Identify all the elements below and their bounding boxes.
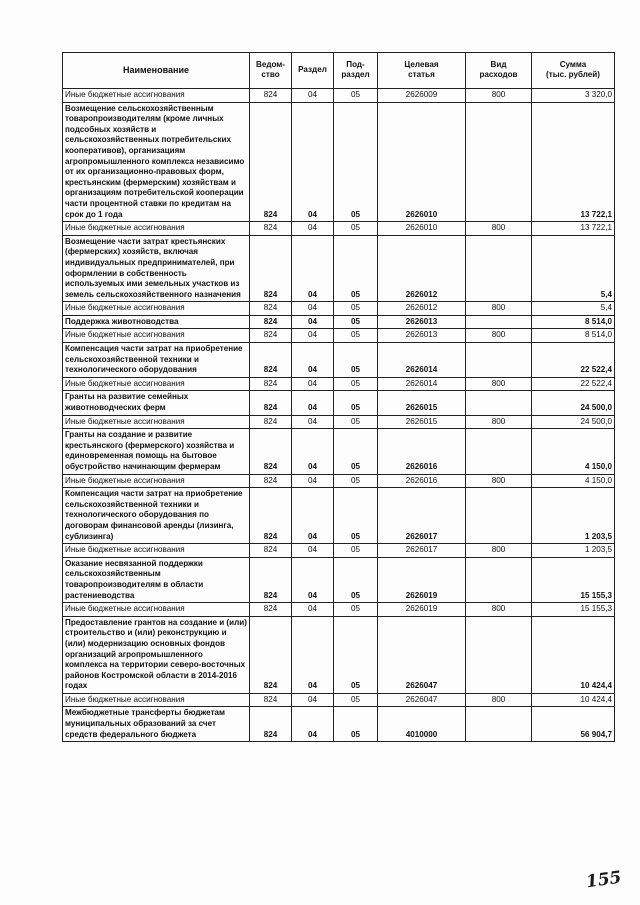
cell-target: 2626012 bbox=[378, 235, 466, 302]
cell-dept: 824 bbox=[250, 391, 292, 415]
table-row bbox=[63, 557, 615, 602]
cell-dept: 824 bbox=[250, 474, 292, 488]
cell-subsection: 05 bbox=[334, 102, 378, 222]
cell-target: 2626010 bbox=[378, 102, 466, 222]
cell-kind: 800 bbox=[466, 222, 532, 236]
cell-name: Возмещение части затрат крестьянских (фермерских) хозяйств, включая индивидуальных предпринимателей, при оформлении в собственность используемых ими земельных участков из земель сельскохозяйственного назначения bbox=[63, 235, 250, 302]
cell-sum: 56 904,7 bbox=[532, 707, 615, 742]
cell-target: 2626015 bbox=[378, 391, 466, 415]
cell-kind: 800 bbox=[466, 89, 532, 103]
cell-subsection: 05 bbox=[334, 557, 378, 602]
cell-kind: 800 bbox=[466, 474, 532, 488]
table-row bbox=[63, 488, 615, 544]
table-row bbox=[63, 343, 615, 378]
cell-dept: 824 bbox=[250, 102, 292, 222]
cell-name: Оказание несвязанной поддержки сельскохозяйственным товаропроизводителям в области растениеводства bbox=[63, 557, 250, 602]
cell-kind bbox=[466, 707, 532, 742]
cell-sum: 8 514,0 bbox=[532, 329, 615, 343]
cell-target: 2626012 bbox=[378, 302, 466, 316]
cell-name: Иные бюджетные ассигнования bbox=[63, 544, 250, 558]
cell-sum: 8 514,0 bbox=[532, 315, 615, 329]
cell-target: 2626017 bbox=[378, 544, 466, 558]
cell-section: 04 bbox=[292, 302, 334, 316]
cell-dept: 824 bbox=[250, 429, 292, 474]
cell-kind bbox=[466, 429, 532, 474]
cell-name: Иные бюджетные ассигнования bbox=[63, 474, 250, 488]
cell-target: 2626015 bbox=[378, 415, 466, 429]
cell-target: 4010000 bbox=[378, 707, 466, 742]
header-row bbox=[63, 53, 615, 89]
cell-dept: 824 bbox=[250, 377, 292, 391]
cell-target: 2626013 bbox=[378, 315, 466, 329]
cell-dept: 824 bbox=[250, 544, 292, 558]
cell-sum: 15 155,3 bbox=[532, 557, 615, 602]
table-row bbox=[63, 302, 615, 316]
cell-dept: 824 bbox=[250, 315, 292, 329]
cell-section: 04 bbox=[292, 488, 334, 544]
cell-sum: 24 500,0 bbox=[532, 391, 615, 415]
cell-target: 2626016 bbox=[378, 429, 466, 474]
cell-section: 04 bbox=[292, 315, 334, 329]
header-subsection: Под- раздел bbox=[334, 53, 378, 89]
cell-name: Иные бюджетные ассигнования bbox=[63, 329, 250, 343]
cell-name: Гранты на создание и развитие крестьянского (фермерского) хозяйства и единовременная помощь на бытовое обустройство начинающим фермерам bbox=[63, 429, 250, 474]
table-row bbox=[63, 603, 615, 617]
cell-sum: 4 150,0 bbox=[532, 429, 615, 474]
cell-dept: 824 bbox=[250, 235, 292, 302]
cell-subsection: 05 bbox=[334, 391, 378, 415]
cell-section: 04 bbox=[292, 329, 334, 343]
cell-subsection: 05 bbox=[334, 474, 378, 488]
cell-section: 04 bbox=[292, 429, 334, 474]
cell-sum: 1 203,5 bbox=[532, 544, 615, 558]
cell-subsection: 05 bbox=[334, 488, 378, 544]
cell-dept: 824 bbox=[250, 89, 292, 103]
cell-name: Иные бюджетные ассигнования bbox=[63, 89, 250, 103]
cell-dept: 824 bbox=[250, 707, 292, 742]
cell-subsection: 05 bbox=[334, 429, 378, 474]
cell-name: Иные бюджетные ассигнования bbox=[63, 377, 250, 391]
cell-sum: 3 320,0 bbox=[532, 89, 615, 103]
cell-subsection: 05 bbox=[334, 603, 378, 617]
budget-table bbox=[62, 52, 615, 742]
table-row bbox=[63, 415, 615, 429]
cell-dept: 824 bbox=[250, 222, 292, 236]
cell-section: 04 bbox=[292, 544, 334, 558]
cell-sum: 13 722,1 bbox=[532, 102, 615, 222]
cell-name: Поддержка животноводства bbox=[63, 315, 250, 329]
cell-section: 04 bbox=[292, 693, 334, 707]
cell-target: 2626047 bbox=[378, 693, 466, 707]
cell-kind: 800 bbox=[466, 377, 532, 391]
cell-sum: 22 522,4 bbox=[532, 377, 615, 391]
cell-kind bbox=[466, 235, 532, 302]
cell-kind bbox=[466, 488, 532, 544]
cell-subsection: 05 bbox=[334, 222, 378, 236]
cell-kind bbox=[466, 315, 532, 329]
cell-section: 04 bbox=[292, 377, 334, 391]
header-name: Наименование bbox=[63, 53, 250, 89]
cell-dept: 824 bbox=[250, 302, 292, 316]
cell-name: Иные бюджетные ассигнования bbox=[63, 302, 250, 316]
cell-sum: 10 424,4 bbox=[532, 616, 615, 693]
cell-sum: 4 150,0 bbox=[532, 474, 615, 488]
cell-sum: 1 203,5 bbox=[532, 488, 615, 544]
table-row bbox=[63, 89, 615, 103]
header-target: Целевая статья bbox=[378, 53, 466, 89]
cell-kind bbox=[466, 616, 532, 693]
cell-section: 04 bbox=[292, 343, 334, 378]
table-row bbox=[63, 222, 615, 236]
cell-dept: 824 bbox=[250, 616, 292, 693]
cell-subsection: 05 bbox=[334, 616, 378, 693]
table-row bbox=[63, 707, 615, 742]
cell-subsection: 05 bbox=[334, 343, 378, 378]
cell-section: 04 bbox=[292, 415, 334, 429]
page-number: 155 bbox=[584, 867, 623, 893]
cell-dept: 824 bbox=[250, 343, 292, 378]
table-row bbox=[63, 391, 615, 415]
cell-name: Иные бюджетные ассигнования bbox=[63, 415, 250, 429]
cell-kind: 800 bbox=[466, 329, 532, 343]
cell-name: Иные бюджетные ассигнования bbox=[63, 603, 250, 617]
cell-dept: 824 bbox=[250, 488, 292, 544]
cell-target: 2626019 bbox=[378, 603, 466, 617]
cell-kind: 800 bbox=[466, 693, 532, 707]
cell-target: 2626014 bbox=[378, 343, 466, 378]
cell-target: 2626013 bbox=[378, 329, 466, 343]
cell-section: 04 bbox=[292, 235, 334, 302]
cell-sum: 5,4 bbox=[532, 235, 615, 302]
cell-name: Предоставление грантов на создание и (или) строительство и (или) реконструкцию и (или) модернизацию основных фондов организаций агропромышленного комплекса на территории северо-восточных районов Костромской области в 2014-2016 годах bbox=[63, 616, 250, 693]
cell-kind: 800 bbox=[466, 544, 532, 558]
cell-kind: 800 bbox=[466, 603, 532, 617]
cell-sum: 13 722,1 bbox=[532, 222, 615, 236]
cell-target: 2626017 bbox=[378, 488, 466, 544]
cell-kind bbox=[466, 557, 532, 602]
cell-section: 04 bbox=[292, 391, 334, 415]
cell-target: 2626047 bbox=[378, 616, 466, 693]
cell-name: Межбюджетные трансферты бюджетам муниципальных образований за счет средств федерального бюджета bbox=[63, 707, 250, 742]
cell-subsection: 05 bbox=[334, 707, 378, 742]
cell-subsection: 05 bbox=[334, 89, 378, 103]
cell-section: 04 bbox=[292, 557, 334, 602]
table-row bbox=[63, 315, 615, 329]
cell-section: 04 bbox=[292, 707, 334, 742]
cell-section: 04 bbox=[292, 603, 334, 617]
table-row bbox=[63, 102, 615, 222]
cell-target: 2626010 bbox=[378, 222, 466, 236]
cell-dept: 824 bbox=[250, 557, 292, 602]
cell-sum: 22 522,4 bbox=[532, 343, 615, 378]
header-sum: Сумма (тыс. рублей) bbox=[532, 53, 615, 89]
cell-subsection: 05 bbox=[334, 693, 378, 707]
cell-section: 04 bbox=[292, 102, 334, 222]
cell-section: 04 bbox=[292, 222, 334, 236]
cell-subsection: 05 bbox=[334, 315, 378, 329]
cell-subsection: 05 bbox=[334, 235, 378, 302]
table-row bbox=[63, 544, 615, 558]
cell-dept: 824 bbox=[250, 693, 292, 707]
cell-subsection: 05 bbox=[334, 377, 378, 391]
cell-name: Возмещение сельскохозяйственным товаропроизводителям (кроме личных подсобных хозяйств и сельскохозяйственных потребительских кооперативов), организациям агропромышленного комплекса независимо от их организационно-правовых форм, крестьянским (фермерским) хозяйствам и организациям потребительской кооперации части процентной ставки по кредитам на срок до 1 года bbox=[63, 102, 250, 222]
cell-target: 2626009 bbox=[378, 89, 466, 103]
cell-name: Гранты на развитие семейных животноводческих ферм bbox=[63, 391, 250, 415]
header-section: Раздел bbox=[292, 53, 334, 89]
cell-subsection: 05 bbox=[334, 415, 378, 429]
cell-dept: 824 bbox=[250, 415, 292, 429]
header-kind: Вид расходов bbox=[466, 53, 532, 89]
table-row bbox=[63, 616, 615, 693]
cell-target: 2626019 bbox=[378, 557, 466, 602]
table-row bbox=[63, 377, 615, 391]
cell-sum: 5,4 bbox=[532, 302, 615, 316]
cell-subsection: 05 bbox=[334, 329, 378, 343]
cell-name: Компенсация части затрат на приобретение сельскохозяйственной техники и технологического оборудования bbox=[63, 343, 250, 378]
table-row bbox=[63, 329, 615, 343]
cell-target: 2626014 bbox=[378, 377, 466, 391]
cell-dept: 824 bbox=[250, 329, 292, 343]
cell-name: Иные бюджетные ассигнования bbox=[63, 693, 250, 707]
cell-dept: 824 bbox=[250, 603, 292, 617]
cell-name: Компенсация части затрат на приобретение сельскохозяйственной техники и технологического оборудования по договорам финансовой аренды (лизинга, сублизинга) bbox=[63, 488, 250, 544]
cell-sum: 10 424,4 bbox=[532, 693, 615, 707]
cell-subsection: 05 bbox=[334, 544, 378, 558]
table-row bbox=[63, 429, 615, 474]
cell-name: Иные бюджетные ассигнования bbox=[63, 222, 250, 236]
cell-section: 04 bbox=[292, 474, 334, 488]
cell-subsection: 05 bbox=[334, 302, 378, 316]
cell-kind: 800 bbox=[466, 415, 532, 429]
budget-table-body bbox=[63, 89, 615, 742]
cell-sum: 15 155,3 bbox=[532, 603, 615, 617]
cell-section: 04 bbox=[292, 89, 334, 103]
cell-kind bbox=[466, 343, 532, 378]
table-row bbox=[63, 474, 615, 488]
cell-target: 2626016 bbox=[378, 474, 466, 488]
cell-kind: 800 bbox=[466, 302, 532, 316]
cell-kind bbox=[466, 391, 532, 415]
table-row bbox=[63, 693, 615, 707]
cell-kind bbox=[466, 102, 532, 222]
table-row bbox=[63, 235, 615, 302]
cell-sum: 24 500,0 bbox=[532, 415, 615, 429]
cell-section: 04 bbox=[292, 616, 334, 693]
header-dept: Ведом- ство bbox=[250, 53, 292, 89]
